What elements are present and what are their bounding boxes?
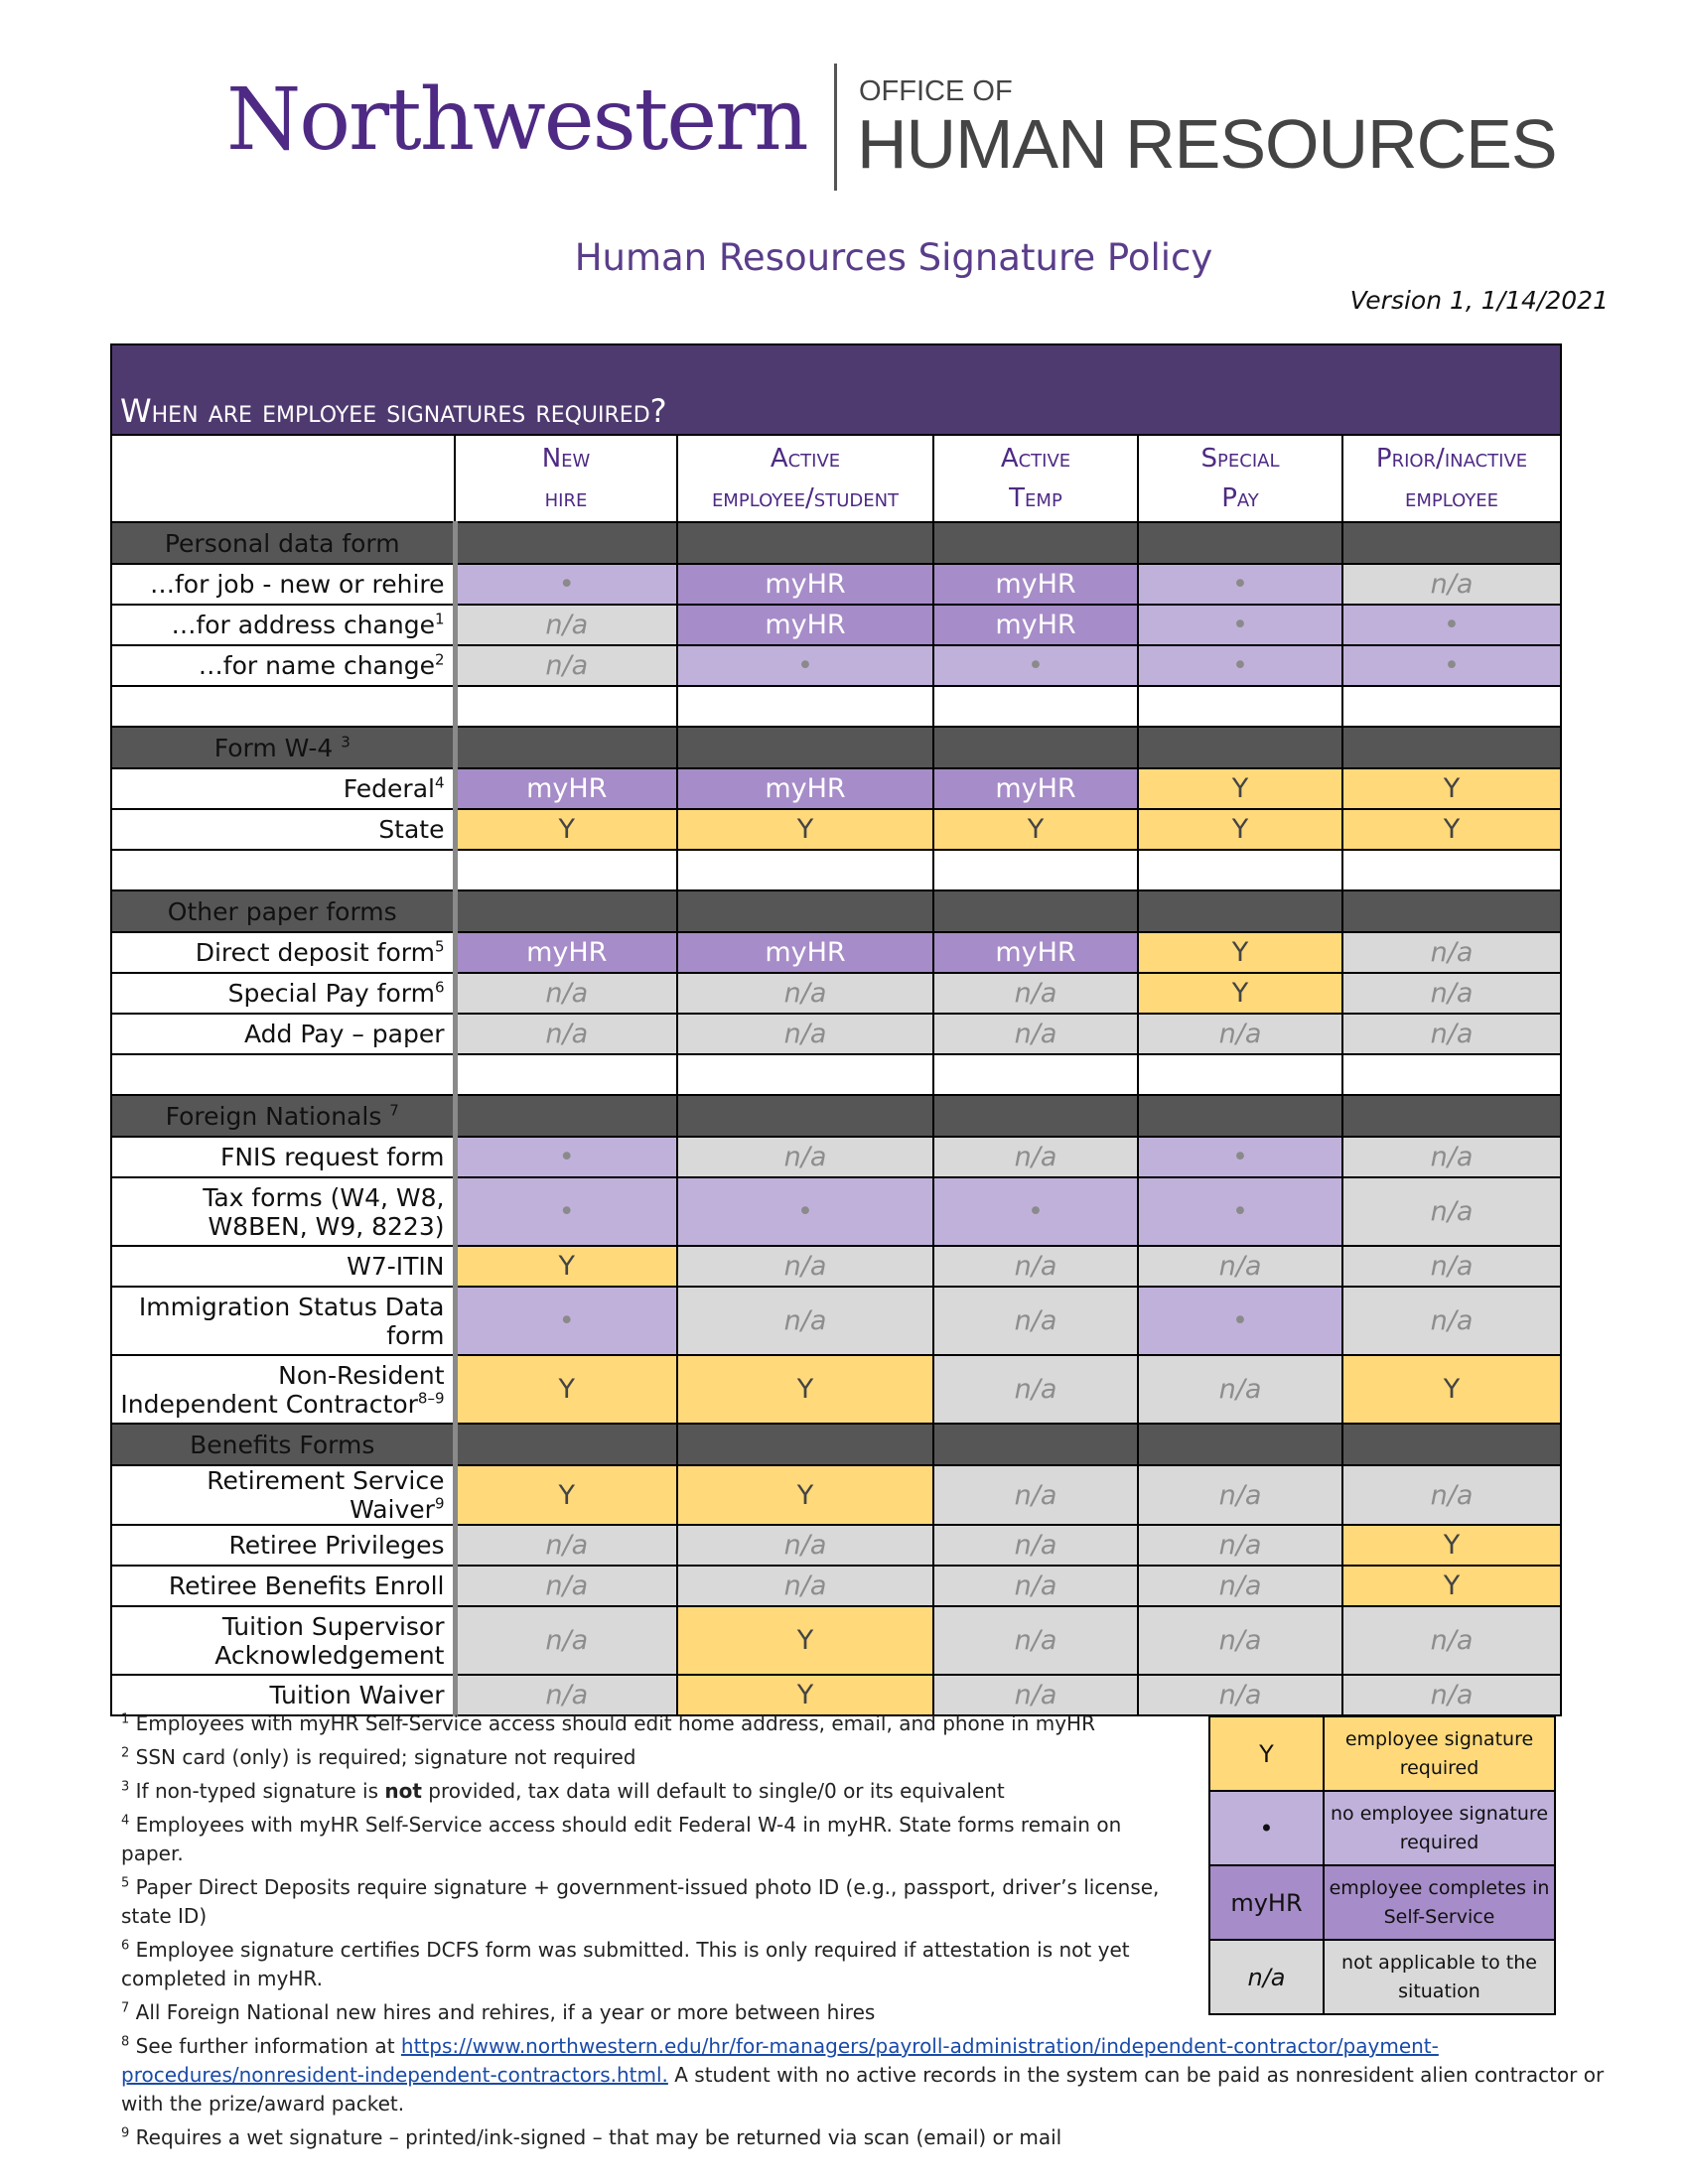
section-title xyxy=(111,890,455,932)
table-cell: n/a xyxy=(1342,1246,1561,1287)
table-row xyxy=(111,645,1561,686)
spacer-cell xyxy=(1138,686,1342,727)
table-cell: • xyxy=(933,645,1138,686)
row-label-text: Retiree Benefits Enroll xyxy=(168,1571,445,1600)
spacer-cell xyxy=(1138,1054,1342,1095)
table-cell: n/a xyxy=(933,1355,1138,1424)
section-header-cell xyxy=(933,890,1138,932)
legend-symbol: myHR xyxy=(1209,1865,1324,1940)
spacer-cell xyxy=(677,1054,933,1095)
table-cell: n/a xyxy=(933,1465,1138,1525)
column-header-line1: Active xyxy=(1000,443,1071,474)
footnote-link[interactable]: https://www.northwestern.edu/hr/for-managers/payroll-administration/independent-contractor/payment-procedures/nonresident-independent-contractors.html. xyxy=(121,2034,1439,2087)
row-label xyxy=(111,605,455,645)
section-header-cell xyxy=(455,890,677,932)
spacer-cell xyxy=(111,850,455,890)
section-header-cell xyxy=(455,522,677,564)
table-cell: n/a xyxy=(455,1606,677,1675)
row-label xyxy=(111,1137,455,1177)
column-header-line1: Active xyxy=(770,443,841,474)
table-cell: Y xyxy=(1138,932,1342,973)
section-header-cell xyxy=(1342,890,1561,932)
column-header-4 xyxy=(1342,435,1561,522)
row-label-text: Federal xyxy=(343,774,435,803)
table-banner: When are employee signatures required? xyxy=(111,344,1561,435)
table-cell: n/a xyxy=(1138,1566,1342,1606)
legend-row xyxy=(1209,1865,1555,1940)
table-cell: Y xyxy=(1138,768,1342,809)
table-cell: • xyxy=(455,1137,677,1177)
column-header-line1: Prior/inactive xyxy=(1375,443,1528,474)
table-cell: • xyxy=(1138,1177,1342,1246)
footnote-text: Employees with myHR Self-Service access should edit Federal W-4 in myHR. State forms remain on paper. xyxy=(121,1813,1122,1865)
column-header-0 xyxy=(455,435,677,522)
row-label xyxy=(111,564,455,605)
column-header-2 xyxy=(933,435,1138,522)
spacer-row xyxy=(111,850,1561,890)
row-label-text: Non-Resident Independent Contractor xyxy=(120,1360,445,1419)
footnote-4 xyxy=(121,1811,1189,1868)
spacer-cell xyxy=(455,1054,677,1095)
table-cell: n/a xyxy=(677,1287,933,1355)
northwestern-logo: Northwestern xyxy=(226,70,807,170)
section-header-cell xyxy=(1138,522,1342,564)
column-header-line2: employee/student xyxy=(711,483,900,513)
footnote-text: SSN card (only) is required; signature not required xyxy=(135,1745,636,1769)
column-header-1 xyxy=(677,435,933,522)
table-row xyxy=(111,1465,1561,1525)
table-cell: Y xyxy=(455,809,677,850)
section-header-cell xyxy=(1342,1424,1561,1465)
section-header-cell xyxy=(677,522,933,564)
table-cell: Y xyxy=(677,809,933,850)
row-label-text: W7-ITIN xyxy=(347,1252,445,1281)
spacer-cell xyxy=(455,686,677,727)
row-label xyxy=(111,809,455,850)
row-footnote-ref: 1 xyxy=(434,610,445,628)
table-cell: Y xyxy=(455,1465,677,1525)
table-cell: Y xyxy=(1138,973,1342,1014)
table-cell: • xyxy=(455,564,677,605)
spacer-cell xyxy=(455,850,677,890)
table-cell: Y xyxy=(455,1246,677,1287)
column-header-line2: Pay xyxy=(1221,483,1259,513)
row-footnote-ref: 9 xyxy=(434,1494,445,1513)
legend-symbol: • xyxy=(1209,1791,1324,1865)
table-cell: n/a xyxy=(933,973,1138,1014)
table-cell: n/a xyxy=(1138,1465,1342,1525)
logo-divider xyxy=(834,64,837,191)
row-label-text: …for address change xyxy=(171,611,435,639)
table-cell: Y xyxy=(933,809,1138,850)
policy-table-body xyxy=(111,522,1561,1715)
spacer-cell xyxy=(1138,850,1342,890)
column-header-blank xyxy=(111,435,455,522)
section-header-cell xyxy=(1138,727,1342,768)
version-label: Version 1, 1/14/2021 xyxy=(1349,286,1609,315)
row-label-text: Special Pay form xyxy=(227,979,435,1008)
logo-human-resources: HUMAN RESOURCES xyxy=(857,105,1557,183)
column-header-line1: Special xyxy=(1200,443,1280,474)
section-title-text: Benefits Forms xyxy=(190,1430,375,1459)
row-label xyxy=(111,1287,455,1355)
legend-description: not applicable to the situation xyxy=(1324,1940,1555,2014)
section-header-cell xyxy=(1342,727,1561,768)
table-cell: n/a xyxy=(677,1014,933,1054)
row-label xyxy=(111,768,455,809)
logo-office-of: OFFICE OF xyxy=(859,75,1013,107)
section-header-cell xyxy=(933,1095,1138,1137)
row-label-text: Tuition Supervisor Acknowledgement xyxy=(214,1611,445,1670)
table-cell: • xyxy=(677,1177,933,1246)
table-cell: • xyxy=(1138,1137,1342,1177)
row-label-text: Tuition Waiver xyxy=(269,1681,445,1709)
table-cell: n/a xyxy=(677,973,933,1014)
legend-description: employee signature required xyxy=(1324,1716,1555,1791)
table-cell: n/a xyxy=(1342,1675,1561,1715)
footnote-2 xyxy=(121,1743,1189,1772)
footnote-number: 8 xyxy=(121,2034,130,2050)
footnote-text: Requires a wet signature – printed/ink-signed – that may be returned via scan (email) or mail xyxy=(135,2125,1062,2149)
legend-row xyxy=(1209,1716,1555,1791)
table-cell: myHR xyxy=(455,932,677,973)
column-header-3 xyxy=(1138,435,1342,522)
section-header-cell xyxy=(1138,1095,1342,1137)
row-label xyxy=(111,1246,455,1287)
table-cell: n/a xyxy=(455,1675,677,1715)
section-footnote-ref: 3 xyxy=(341,733,351,751)
table-cell: Y xyxy=(677,1675,933,1715)
row-label xyxy=(111,932,455,973)
table-cell: n/a xyxy=(1138,1355,1342,1424)
table-cell: myHR xyxy=(933,605,1138,645)
table-cell: • xyxy=(1138,1287,1342,1355)
section-header-row xyxy=(111,1424,1561,1465)
row-label xyxy=(111,1606,455,1675)
table-cell: n/a xyxy=(455,1566,677,1606)
spacer-row xyxy=(111,686,1561,727)
footnote-9 xyxy=(121,2123,1630,2152)
footnote-number: 4 xyxy=(121,1813,130,1829)
section-header-cell xyxy=(1138,1424,1342,1465)
section-header-cell xyxy=(677,1095,933,1137)
footnote-3 xyxy=(121,1777,1189,1806)
section-title xyxy=(111,1095,455,1137)
table-cell: n/a xyxy=(1138,1525,1342,1566)
table-cell: Y xyxy=(1342,1566,1561,1606)
table-row xyxy=(111,973,1561,1014)
footnote-number: 9 xyxy=(121,2125,130,2141)
table-cell: n/a xyxy=(1342,973,1561,1014)
table-cell: n/a xyxy=(1138,1675,1342,1715)
section-header-cell xyxy=(455,1095,677,1137)
row-label-text: State xyxy=(378,815,445,844)
footnote-text: Paper Direct Deposits require signature + government-issued photo ID (e.g., passport, driver’s license, state ID) xyxy=(121,1875,1160,1928)
table-cell: myHR xyxy=(677,768,933,809)
table-cell: n/a xyxy=(1342,1287,1561,1355)
table-row xyxy=(111,1177,1561,1246)
section-header-cell xyxy=(1138,890,1342,932)
spacer-cell xyxy=(677,686,933,727)
spacer-cell xyxy=(1342,1054,1561,1095)
spacer-cell xyxy=(933,686,1138,727)
section-header-cell xyxy=(933,1424,1138,1465)
spacer-row xyxy=(111,1054,1561,1095)
table-cell: n/a xyxy=(933,1606,1138,1675)
table-cell: myHR xyxy=(677,932,933,973)
column-header-line2: Temp xyxy=(1009,483,1062,513)
table-cell: • xyxy=(677,645,933,686)
table-cell: n/a xyxy=(933,1566,1138,1606)
section-header-cell xyxy=(1342,522,1561,564)
table-cell: Y xyxy=(1342,1525,1561,1566)
table-cell: n/a xyxy=(1342,1014,1561,1054)
table-cell: n/a xyxy=(933,1014,1138,1054)
table-cell: n/a xyxy=(455,645,677,686)
table-cell: n/a xyxy=(677,1246,933,1287)
row-footnote-ref: 2 xyxy=(434,650,445,669)
footnote-text: See further information at xyxy=(135,2034,401,2058)
table-cell: • xyxy=(455,1177,677,1246)
table-cell: n/a xyxy=(933,1675,1138,1715)
spacer-cell xyxy=(933,1054,1138,1095)
table-row xyxy=(111,1137,1561,1177)
table-row xyxy=(111,932,1561,973)
section-header-cell xyxy=(933,522,1138,564)
table-cell: Y xyxy=(677,1355,933,1424)
column-header-row xyxy=(111,435,1561,522)
table-row xyxy=(111,1606,1561,1675)
spacer-cell xyxy=(933,850,1138,890)
legend-table xyxy=(1208,1715,1556,2015)
spacer-cell xyxy=(1342,686,1561,727)
table-cell: Y xyxy=(1342,768,1561,809)
row-label xyxy=(111,973,455,1014)
table-cell: n/a xyxy=(677,1525,933,1566)
table-row xyxy=(111,1525,1561,1566)
table-cell: • xyxy=(1342,645,1561,686)
table-cell: myHR xyxy=(933,932,1138,973)
column-header-line2: hire xyxy=(544,483,588,513)
section-title-text: Form W-4 xyxy=(213,733,334,762)
row-label xyxy=(111,1525,455,1566)
table-row xyxy=(111,1287,1561,1355)
table-cell: n/a xyxy=(1342,1137,1561,1177)
legend-row xyxy=(1209,1940,1555,2014)
section-header-row xyxy=(111,890,1561,932)
section-title-text: Foreign Nationals xyxy=(165,1101,382,1131)
table-cell: n/a xyxy=(1342,1465,1561,1525)
table-cell: • xyxy=(1138,605,1342,645)
footnote-text: A student with no active records in the system can be paid as nonresident alien contractor or with the prize/award packet. xyxy=(121,2063,1605,2116)
section-header-row xyxy=(111,1095,1561,1137)
section-header-cell xyxy=(933,727,1138,768)
row-label-text: …for job - new or rehire xyxy=(150,570,445,599)
table-cell: n/a xyxy=(1138,1014,1342,1054)
footnote-number: 7 xyxy=(121,2000,130,2016)
table-cell: • xyxy=(1138,564,1342,605)
section-header-cell xyxy=(677,1424,933,1465)
footnote-8 xyxy=(121,2032,1630,2118)
row-label-text: Retiree Privileges xyxy=(228,1531,445,1560)
table-cell: • xyxy=(455,1287,677,1355)
footnote-6 xyxy=(121,1936,1189,1993)
section-header-row xyxy=(111,522,1561,564)
section-title xyxy=(111,727,455,768)
table-cell: Y xyxy=(1342,1355,1561,1424)
legend-body xyxy=(1209,1716,1555,2014)
row-label-text: FNIS request form xyxy=(219,1143,445,1171)
table-cell: n/a xyxy=(1342,932,1561,973)
section-title xyxy=(111,522,455,564)
table-cell: n/a xyxy=(677,1137,933,1177)
section-footnote-ref: 7 xyxy=(389,1101,399,1120)
section-title-text: Personal data form xyxy=(164,528,400,558)
legend-symbol: Y xyxy=(1209,1716,1324,1791)
section-title xyxy=(111,1424,455,1465)
table-cell: myHR xyxy=(933,768,1138,809)
row-label-text: Immigration Status Data form xyxy=(138,1292,445,1350)
table-cell: n/a xyxy=(933,1137,1138,1177)
section-header-row xyxy=(111,727,1561,768)
table-cell: n/a xyxy=(1138,1606,1342,1675)
table-cell: n/a xyxy=(677,1566,933,1606)
table-cell: • xyxy=(1342,605,1561,645)
section-header-cell xyxy=(677,890,933,932)
signature-policy-table xyxy=(110,343,1562,1716)
table-cell: • xyxy=(1138,645,1342,686)
column-header-line1: New xyxy=(541,443,591,474)
table-row xyxy=(111,564,1561,605)
row-label-text: Add Pay – paper xyxy=(243,1020,445,1048)
legend-description: employee completes in Self-Service xyxy=(1324,1865,1555,1940)
footnote-text: provided, tax data will default to single/0 or its equivalent xyxy=(421,1779,1005,1803)
table-row xyxy=(111,809,1561,850)
table-cell: Y xyxy=(1342,809,1561,850)
row-footnote-ref: 8–9 xyxy=(417,1389,445,1408)
footnote-number: 3 xyxy=(121,1779,130,1795)
row-label xyxy=(111,1355,455,1424)
table-cell: myHR xyxy=(677,605,933,645)
table-row xyxy=(111,1566,1561,1606)
section-title-text: Other paper forms xyxy=(167,896,397,926)
table-cell: myHR xyxy=(677,564,933,605)
footnote-text: If non-typed signature is xyxy=(135,1779,385,1803)
table-cell: n/a xyxy=(455,1525,677,1566)
table-cell: n/a xyxy=(933,1287,1138,1355)
spacer-cell xyxy=(677,850,933,890)
table-cell: n/a xyxy=(933,1525,1138,1566)
table-cell: Y xyxy=(677,1606,933,1675)
row-label xyxy=(111,1465,455,1525)
footnote-text: All Foreign National new hires and rehires, if a year or more between hires xyxy=(135,2000,876,2024)
footnote-text: Employees with myHR Self-Service access should edit home address, email, and phone in myHR xyxy=(135,1711,1095,1735)
section-header-cell xyxy=(455,727,677,768)
row-label-text: Tax forms (W4, W8, W8BEN, W9, 8223) xyxy=(203,1182,445,1241)
footnote-1 xyxy=(121,1709,1189,1738)
section-header-cell xyxy=(677,727,933,768)
footnote-text: Employee signature certifies DCFS form was submitted. This is only required if attestation is not yet completed in myHR. xyxy=(121,1938,1130,1990)
footnote-number: 2 xyxy=(121,1745,130,1761)
row-footnote-ref: 6 xyxy=(434,978,445,997)
row-label xyxy=(111,1566,455,1606)
row-label-text: …for name change xyxy=(198,651,435,680)
row-label-text: Retirement Service Waiver xyxy=(207,1466,445,1524)
document-title: Human Resources Signature Policy xyxy=(574,236,1213,279)
table-cell: n/a xyxy=(1342,1177,1561,1246)
table-cell: n/a xyxy=(455,605,677,645)
spacer-cell xyxy=(111,1054,455,1095)
row-label xyxy=(111,645,455,686)
spacer-cell xyxy=(111,686,455,727)
table-row xyxy=(111,1014,1561,1054)
table-cell: Y xyxy=(1138,809,1342,850)
table-cell: n/a xyxy=(455,973,677,1014)
table-cell: Y xyxy=(455,1355,677,1424)
footnote-number: 5 xyxy=(121,1875,130,1891)
table-row xyxy=(111,1246,1561,1287)
legend-description: no employee signature required xyxy=(1324,1791,1555,1865)
table-cell: Y xyxy=(677,1465,933,1525)
footnote-emphasis: not xyxy=(384,1779,422,1803)
table-cell: n/a xyxy=(455,1014,677,1054)
footnote-number: 6 xyxy=(121,1938,130,1954)
footnote-number: 1 xyxy=(121,1711,130,1727)
spacer-cell xyxy=(1342,850,1561,890)
table-cell: myHR xyxy=(455,768,677,809)
legend-symbol: n/a xyxy=(1209,1940,1324,2014)
row-label xyxy=(111,1014,455,1054)
table-cell: n/a xyxy=(1138,1246,1342,1287)
table-cell: • xyxy=(933,1177,1138,1246)
table-row xyxy=(111,605,1561,645)
table-row xyxy=(111,768,1561,809)
legend-row xyxy=(1209,1791,1555,1865)
row-label-text: Direct deposit form xyxy=(195,938,435,967)
section-header-cell xyxy=(1342,1095,1561,1137)
table-cell: n/a xyxy=(1342,564,1561,605)
table-cell: myHR xyxy=(933,564,1138,605)
row-label xyxy=(111,1177,455,1246)
footnote-7 xyxy=(121,1998,1189,2027)
section-header-cell xyxy=(455,1424,677,1465)
row-footnote-ref: 5 xyxy=(434,937,445,956)
footnote-5 xyxy=(121,1873,1189,1931)
table-cell: n/a xyxy=(933,1246,1138,1287)
column-header-line2: employee xyxy=(1404,483,1499,513)
table-cell: n/a xyxy=(1342,1606,1561,1675)
row-footnote-ref: 4 xyxy=(434,773,445,792)
table-row xyxy=(111,1355,1561,1424)
